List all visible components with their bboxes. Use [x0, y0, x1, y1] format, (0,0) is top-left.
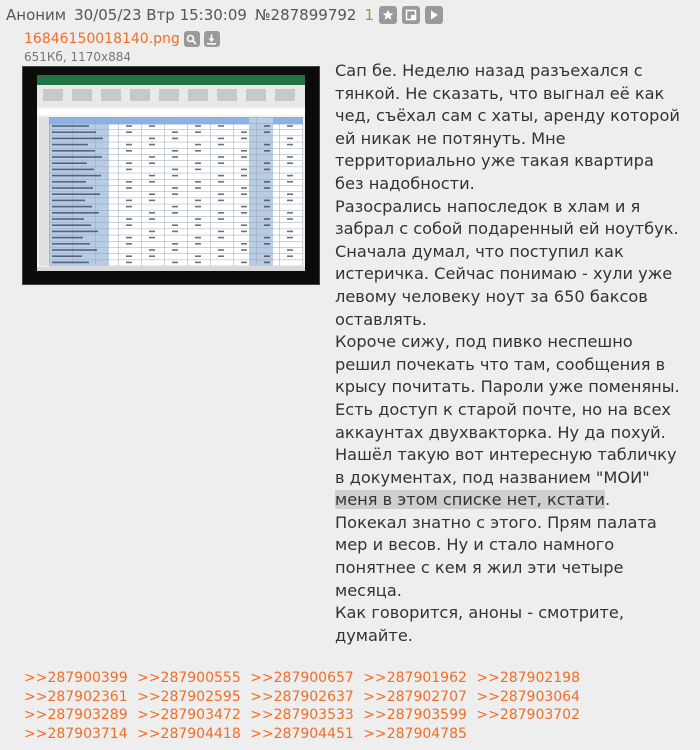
message-text: .: [604, 490, 611, 510]
file-info: [24, 30, 220, 64]
post-reply-count: 1: [364, 6, 374, 24]
reply-link[interactable]: >>287902361: [24, 688, 128, 705]
reply-link[interactable]: >>287902595: [137, 688, 241, 705]
reply-link[interactable]: >>287903702: [476, 707, 581, 723]
message-paragraph: Как говорится, аноны - смотрите, думайте.: [335, 603, 625, 645]
reply-link[interactable]: >>287900399: [24, 670, 128, 686]
search-icon[interactable]: [184, 31, 200, 47]
message-paragraph: [335, 331, 687, 512]
hide-icon[interactable]: [402, 6, 420, 24]
star-icon[interactable]: [379, 6, 397, 24]
reply-link[interactable]: >>287900555: [137, 670, 241, 686]
file-meta: 651Кб, 1170x884: [24, 50, 131, 64]
post-date: 30/05/23 Втр 15:30:09: [74, 6, 247, 24]
reply-link[interactable]: >>287903714: [24, 725, 128, 742]
reply-link[interactable]: >>287903472: [137, 707, 241, 723]
reply-link[interactable]: >>287903599: [363, 707, 467, 723]
reply-link[interactable]: >>287903533: [250, 707, 354, 723]
download-icon[interactable]: [204, 31, 220, 47]
reply-link[interactable]: >>287903289: [24, 707, 128, 723]
post-number[interactable]: №287899792: [254, 6, 357, 24]
reply-link[interactable]: >>287904418: [137, 725, 241, 742]
reply-link[interactable]: >>287904785: [363, 725, 467, 742]
message-text: Короче сижу, под пивко неспешно решил почекать что там, сообщения в крысу почитать. Пароли уже поменяны. Есть доступ к старой почте, но на всех аккаунтах двухвакторка. Ну да похуй. Нашёл такую вот интересную табличку в документах, под названием "МОИ": [335, 332, 680, 487]
post-header: [6, 4, 443, 26]
message-paragraph: Разосрались напоследок в хлам и я забрал с собой подаренный ей ноутбук. Сначала думал, что поступил как истеричка. Сейчас понимаю - хули уже левому человеку ноут за 650 баксов оставлять.: [335, 196, 679, 329]
spoiler-text[interactable]: меня в этом списке нет, кстати: [335, 490, 605, 510]
reply-link[interactable]: >>287904451: [250, 725, 354, 742]
reply-link[interactable]: >>287902637: [250, 688, 354, 705]
reply-link[interactable]: >>287900657: [250, 670, 354, 686]
file-name-link[interactable]: 16846150018140.png: [24, 31, 180, 47]
reply-link[interactable]: >>287901962: [363, 670, 467, 686]
reply-link[interactable]: >>287902198: [476, 670, 581, 686]
message-paragraph: Сап бе. Неделю назад разъехался с тянкой. Не сказать, что выгнал её как чед, съёхал сам с хаты, аренду которой ей никак не потянуть. Мне территориально уже такая квартира без надобности.: [335, 61, 680, 193]
play-icon[interactable]: [425, 6, 443, 24]
reply-link[interactable]: >>287902707: [363, 688, 467, 705]
attached-image-thumbnail[interactable]: [22, 66, 320, 285]
replies-list: [24, 669, 694, 743]
poster-name: Аноним: [6, 6, 67, 24]
message-paragraph: Покекал знатно с этого. Прям палата мер и весов. Ну и стало намного понятнее с кем я жил эти четыре месяца.: [335, 512, 657, 600]
reply-link[interactable]: >>287903064: [476, 688, 581, 705]
post-message: [335, 60, 687, 647]
